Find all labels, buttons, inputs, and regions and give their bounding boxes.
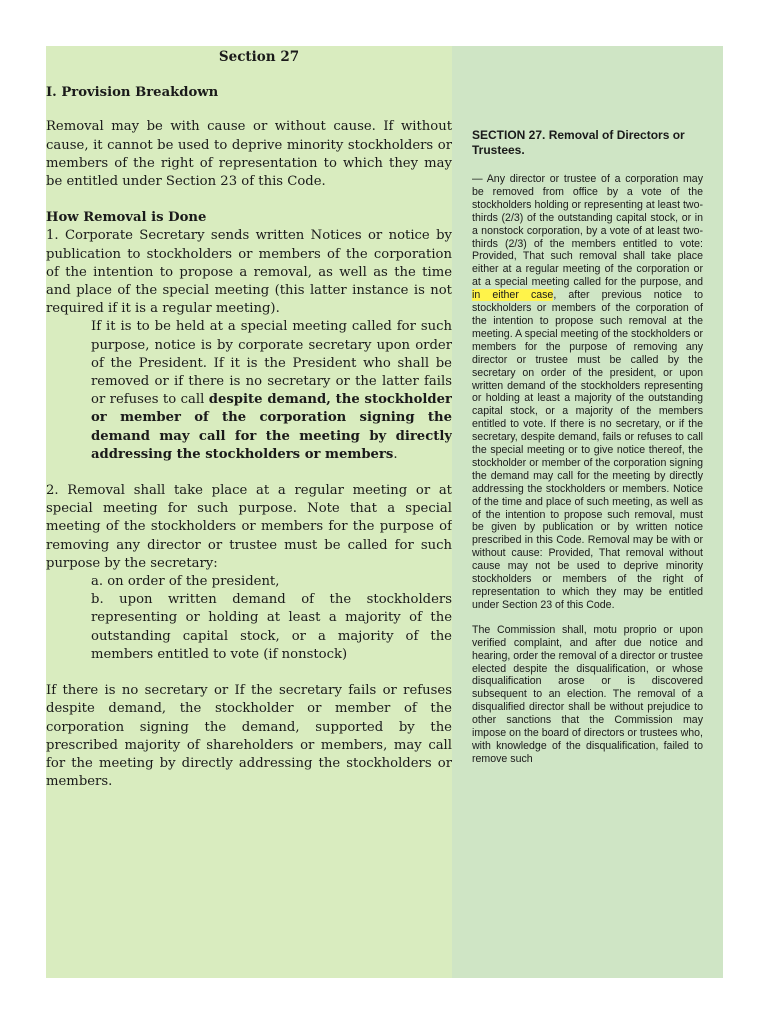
removal-intro-paragraph: Removal may be with cause or without cause. If without cause, it cannot be used to deprive minority stockholders or members of the right of representation to which they may be entitled under Section 23 of this Code. [46, 119, 452, 190]
section-title: Section 27 [218, 49, 300, 65]
statute-title: SECTION 27. Removal of Directors or Trustees. [472, 128, 685, 157]
step-1-sub-bold: despite demand, the stockholder or member of the corporation signing the demand may call for the meeting by directly addressing the stockholders or members [91, 392, 452, 462]
step-2-paragraph: 2. Removal shall take place at a regular meeting or at special meeting for such purpose. Note that a special meeting of the stockholders or members for the purpose of removing any director or trustee must be called for such purpose by the secretary: [46, 483, 452, 571]
statute-paragraph-2: The Commission shall, motu proprio or upon verified complaint, and after due notice and hearing, order the removal of a director or trustee elected despite the disqualification, or whose disqualification arose or is discovered subsequent to an election. The removal of a disqualified director shall be without prejudice to other sanctions that the Commission may impose on the board of directors or trustees who, with knowledge of the disqualification, failed to remove such [472, 623, 703, 765]
step-1-sub-plain: If it is to be held at a special meeting called for such purpose, notice is by corporate secretary upon order of the President. If it is the President who shall be removed or if there is no secretary or the latter fails or refuses to call [91, 319, 452, 408]
step-1-subparagraph [46, 318, 452, 464]
step-1-sub-end: . [393, 446, 398, 462]
document-page [46, 46, 723, 978]
step-1-paragraph: 1. Corporate Secretary sends written Notices or notice by publication to stockholders or members of the corporation of the intention to propose a removal, as well as the time and place of the special meeting (this latter instance is not required if it is a regular meeting). [46, 228, 452, 317]
closing-paragraph: If there is no secretary or If the secretary fails or refuses despite demand, the stockholder or member of the corporation signing the demand, supported by the prescribed majority of shareholders or members, may call for the meeting by directly addressing the stockholders or members. [46, 683, 452, 790]
how-removal-heading: How Removal is Done [46, 210, 207, 226]
statute-text-column [452, 46, 723, 978]
highlighted-phrase: in either case [472, 289, 554, 302]
step-2-item-a: a. on order of the president, [91, 574, 280, 590]
statute-p1-after: , after previous notice to stockholders or members of the corporation of the intention to propose such removal at the meeting. A special meeting of the stockholders or members for the purpose of removing any director or trustee must be called by the secretary on order of the president, or upon written demand of the stockholders representing or holding at least a majority of the outstanding capital stock, or a majority of the members entitled to vote. If there is no secretary, or if the secretary, despite demand, fails or refuses to call the special meeting or to give notice thereof, the stockholder or member of the corporation signing the demand may call for the meeting by directly addressing the stockholders or members. Notice of the time and place of such meeting, as well as of the intention to propose such removal, must be given by publication or by written notice prescribed in this Code. Removal may be with or without cause: Provided, That removal without cause may not be used to deprive minority stockholders or members of the right of representation to which they may be entitled under Section 23 of this Code. [472, 289, 704, 611]
breakdown-column [46, 46, 452, 978]
step-2-item-b: b. upon written demand of the stockholders representing or holding at least a majority of the outstanding capital stock, or a majority of the members entitled to vote (if nonstock) [91, 592, 452, 662]
provision-breakdown-heading: I. Provision Breakdown [46, 85, 219, 101]
statute-paragraph-1 [472, 173, 703, 612]
statute-p1-before: — Any director or trustee of a corporation may be removed from office by a vote of the stockholders holding or representing at least two-thirds (2/3) of the outstanding capital stock, or in a nonstock corporation, by a vote of at least two-thirds (2/3) of the members entitled to vote: Provided, That such removal shall take place either at a regular meeting of the corporation or at a special meeting called for the purpose, and [472, 173, 703, 289]
